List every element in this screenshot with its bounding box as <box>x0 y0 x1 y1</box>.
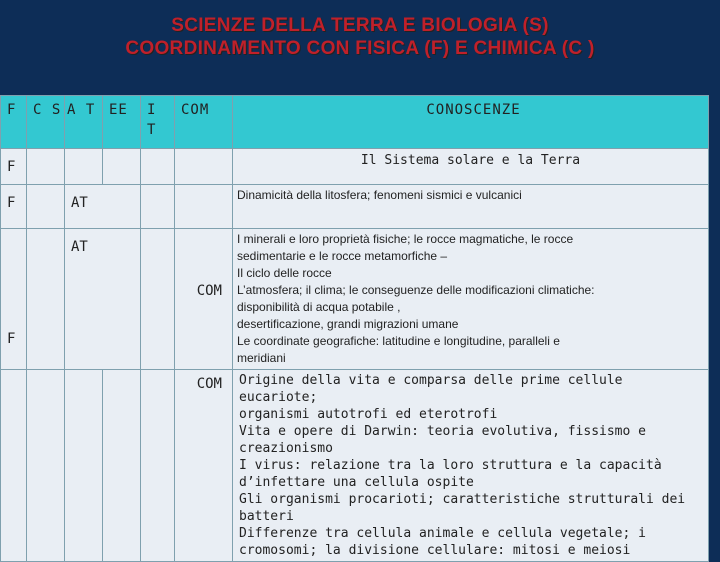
header-com: COM <box>175 96 233 149</box>
row2-text: Dinamicità della litosfera; fenomeni sismici e vulcanici <box>233 185 709 229</box>
row4-line: d’infettare una cellula ospite <box>239 475 474 490</box>
header-it: I T <box>141 96 175 149</box>
table-row <box>1 370 709 562</box>
row3-line: disponibilità di acqua potabile , <box>237 300 401 314</box>
row1-text: Il Sistema solare e la Terra <box>233 149 709 185</box>
header-conoscenze: CONOSCENZE <box>233 96 709 149</box>
header-at: A T <box>65 96 103 149</box>
row3-line: sedimentarie e le rocce metamorfiche – <box>237 249 448 263</box>
row4-line: I virus: relazione tra la loro struttura e la capacità <box>239 458 662 473</box>
title-line-1: SCIENZE DELLA TERRA E BIOLOGIA (S) <box>171 15 549 36</box>
row4-text <box>233 370 709 562</box>
row3-line: Il ciclo delle rocce <box>237 266 332 280</box>
row3-at: AT <box>65 229 141 370</box>
slide-title <box>0 14 720 60</box>
row4-com: COM <box>175 370 233 562</box>
row2-f: F <box>1 185 27 229</box>
row4-line: organismi autotrofi ed eterotrofi <box>239 407 498 422</box>
header-f: F <box>1 96 27 149</box>
row4-line: Origine della vita e comparsa delle prime cellule eucariote; <box>239 373 623 405</box>
table-row <box>1 149 709 185</box>
row3-text <box>233 229 709 370</box>
title-line-2: COORDINAMENTO CON FISICA (F) E CHIMICA (C ) <box>125 38 595 59</box>
row4-line: Gli organismi procarioti; caratteristiche strutturali dei <box>239 492 686 507</box>
row4-line: batteri <box>239 509 294 524</box>
row2-at: AT <box>65 185 141 229</box>
curriculum-table <box>0 95 709 562</box>
row3-line: L’atmosfera; il clima; le conseguenze delle modificazioni climatiche: <box>237 283 595 297</box>
table-row <box>1 185 709 229</box>
row3-line: meridiani <box>237 351 286 365</box>
row1-f: F <box>1 149 27 185</box>
row4-line: cromosomi; la divisione cellulare: mitosi e meiosi <box>239 543 631 558</box>
row3-line: Le coordinate geografiche: latitudine e longitudine, paralleli e <box>237 334 560 348</box>
row4-line: creazionismo <box>239 441 333 456</box>
row3-line: I minerali e loro proprietà fisiche; le rocce magmatiche, le rocce <box>237 232 574 246</box>
header-cs: C S <box>27 96 65 149</box>
row3-com: COM <box>175 229 233 370</box>
table-header-row <box>1 96 709 149</box>
row3-line: desertificazione, grandi migrazioni umane <box>237 317 459 331</box>
row3-f: F <box>1 229 27 370</box>
row4-line: Vita e opere di Darwin: teoria evolutiva, fissismo e <box>239 424 646 439</box>
table-row <box>1 229 709 370</box>
row4-line: Differenze tra cellula animale e cellula vegetale; i <box>239 526 646 541</box>
header-ee: EE <box>103 96 141 149</box>
